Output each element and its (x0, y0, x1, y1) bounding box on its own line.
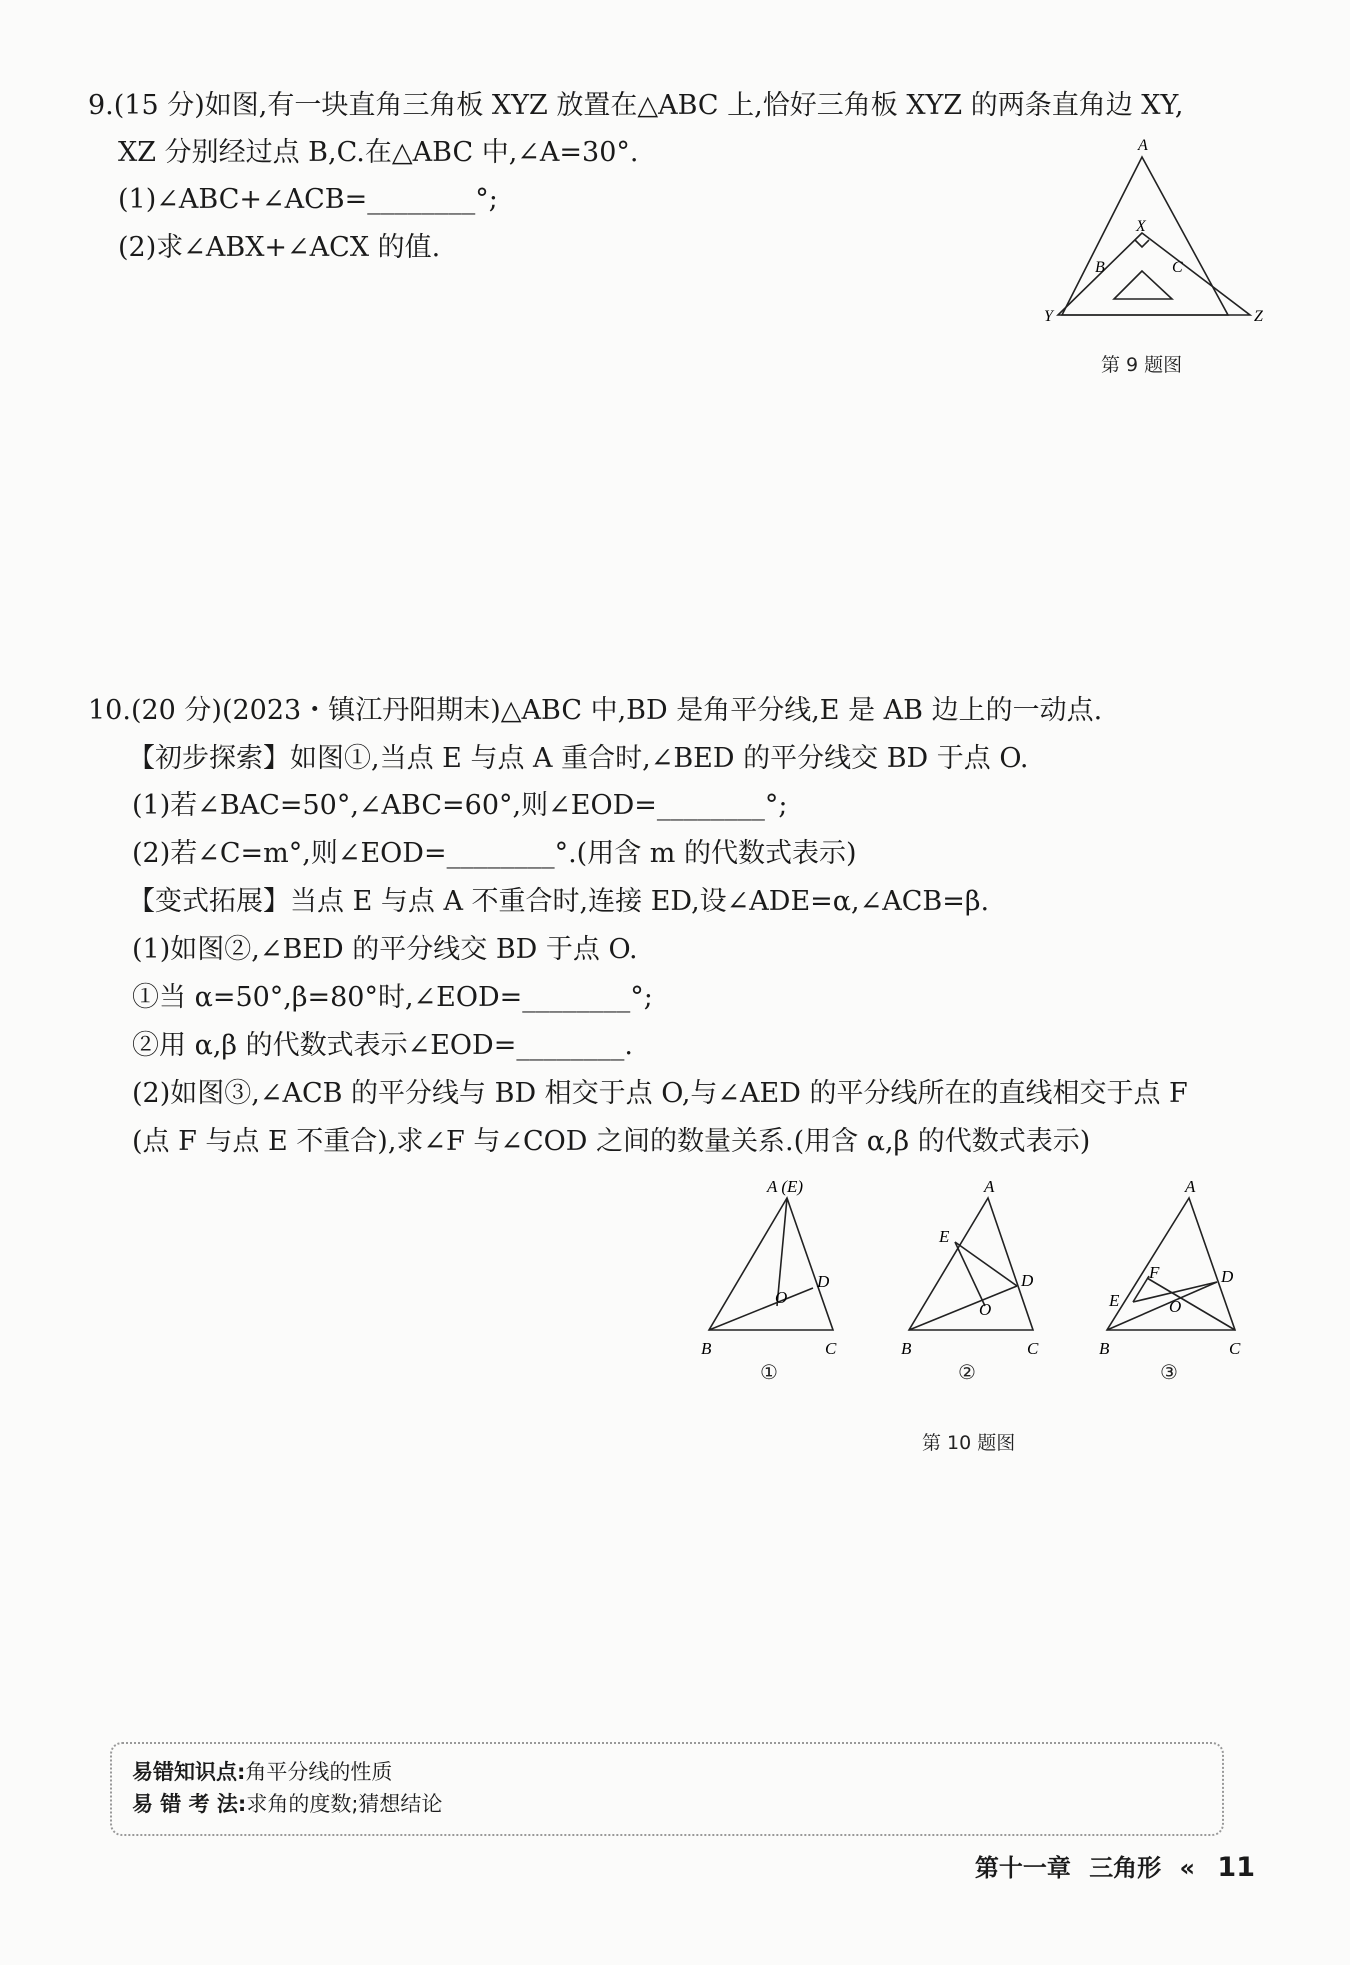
q10-figure-3 (1093, 1178, 1253, 1367)
fig1-label-a: A (E) (767, 1178, 804, 1196)
q9-part-2: (2)求∠ABX+∠ACX 的值. (118, 232, 441, 263)
footer-title: 三角形 (1089, 1854, 1162, 1882)
fig3-label-o: O (1169, 1297, 1182, 1316)
fig1-label-b: B (701, 1339, 712, 1358)
q10-explore-1: (1)若∠BAC=50°,∠ABC=60°,则∠EOD=________°; (132, 790, 788, 821)
fig9-label-a: A (1138, 137, 1148, 154)
page-footer (965, 1848, 1255, 1883)
q10-line-1: 10.(20 分)(2023・镇江丹阳期末)△ABC 中,BD 是角平分线,E 是 AB 边上的一动点. (88, 695, 1103, 726)
fig1-label-c: C (825, 1339, 837, 1358)
q10-figure-caption: 第 10 题图 (922, 1432, 1016, 1454)
q9-line-1: 9.(15 分)如图,有一块直角三角板 XYZ 放置在△ABC 上,恰好三角板 XYZ 的两条直角边 XY, (88, 90, 1184, 121)
fig3-label-f: F (1149, 1263, 1160, 1282)
q10-extend-2: (2)如图③,∠ACB 的平分线与 BD 相交于点 O,与∠AED 的平分线所在的直线相交于点 F (132, 1078, 1188, 1109)
fig9-label-x: X (1136, 218, 1146, 235)
fig2-label-d: D (1021, 1271, 1034, 1290)
fig1-number: ① (760, 1360, 778, 1384)
note-value-knowledge: 角平分线的性质 (245, 1760, 393, 1784)
q10-extend-2-cont: (点 F 与点 E 不重合),求∠F 与∠COD 之间的数量关系.(用含 α,β 的代数式表示) (132, 1126, 1091, 1157)
fig2-label-o: O (979, 1300, 992, 1319)
fig3-label-a: A (1185, 1178, 1196, 1196)
q9-part-1: (1)∠ABC+∠ACB=________°; (118, 184, 498, 215)
q10-figure-1 (695, 1178, 855, 1367)
fig3-label-e: E (1109, 1291, 1120, 1310)
q10-explore-2: (2)若∠C=m°,则∠EOD=________°.(用含 m 的代数式表示) (132, 838, 857, 869)
fig9-label-c: C (1172, 259, 1183, 276)
footer-arrow-icon: « (1179, 1854, 1196, 1882)
fig9-label-b: B (1095, 259, 1105, 276)
fig3-number: ③ (1160, 1360, 1178, 1384)
footer-chapter: 第十一章 (974, 1854, 1071, 1882)
fig1-label-d: D (817, 1272, 830, 1291)
note-value-method: 求角的度数;猜想结论 (246, 1792, 443, 1816)
fig2-label-c: C (1027, 1339, 1039, 1358)
right-angle-mark (1135, 240, 1149, 247)
note-line-knowledge (132, 1758, 392, 1786)
note-line-method (132, 1790, 442, 1818)
q10-extend-1: (1)如图②,∠BED 的平分线交 BD 于点 O. (132, 934, 638, 965)
fig2-number: ② (958, 1360, 976, 1384)
q10-explore: 【初步探索】如图①,当点 E 与点 A 重合时,∠BED 的平分线交 BD 于点 O. (128, 743, 1029, 774)
q9-line-2: XZ 分别经过点 B,C.在△ABC 中,∠A=30°. (118, 137, 639, 168)
fig3-label-b: B (1099, 1339, 1110, 1358)
q10-extend-1a: ①当 α=50°,β=80°时,∠EOD=________°; (132, 982, 653, 1013)
fig3-label-d: D (1221, 1267, 1234, 1286)
page-number: 11 (1217, 1852, 1255, 1883)
q10-extend-1b: ②用 α,β 的代数式表示∠EOD=________. (132, 1030, 633, 1061)
fig3-label-c: C (1229, 1339, 1241, 1358)
note-key-method: 易 错 考 法: (132, 1792, 247, 1816)
fig1-label-o: O (775, 1288, 788, 1307)
fig2-label-a: A (984, 1178, 995, 1196)
q10-extend: 【变式拓展】当点 E 与点 A 不重合时,连接 ED,设∠ADE=α,∠ACB=β. (128, 886, 990, 917)
inner-triangle (1114, 271, 1172, 299)
fig2-label-b: B (901, 1339, 912, 1358)
note-key-knowledge: 易错知识点: (132, 1760, 246, 1784)
q9-figure (1040, 135, 1270, 339)
q9-figure-caption: 第 9 题图 (1101, 354, 1183, 376)
fig9-label-z: Z (1254, 308, 1263, 325)
error-prone-note (110, 1742, 1224, 1836)
fig9-label-y: Y (1044, 308, 1053, 325)
q10-figure-2 (893, 1178, 1053, 1367)
fig2-label-e: E (939, 1227, 950, 1246)
